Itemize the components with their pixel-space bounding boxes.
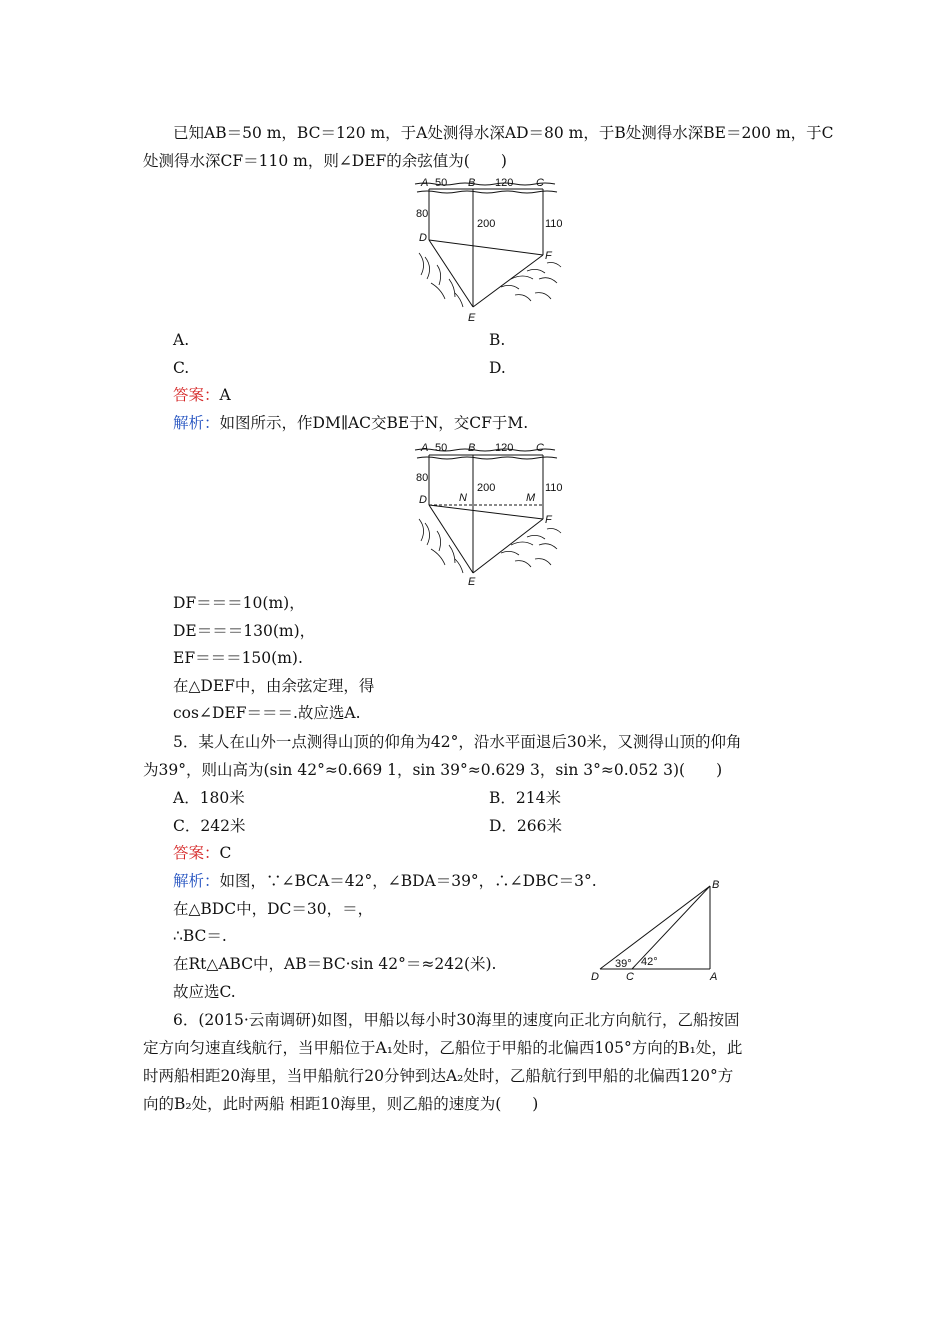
label-n: N (459, 492, 467, 504)
p4-analysis (173, 413, 528, 433)
p5-line-1: 5．某人在山外一点测得山顶的仰角为42°，沿水平面退后30米，又测得山顶的仰角 (173, 733, 742, 751)
p4-step-5: cos∠DEF＝＝＝.故应选A. (173, 704, 361, 722)
p5-step-1: 在△BDC中，DC＝30，＝， (173, 900, 374, 918)
p4-step-4: 在△DEF中，由余弦定理，得 (173, 677, 375, 695)
p5-analysis (173, 871, 597, 891)
answer-label: 答案： (173, 844, 220, 862)
p5-option-c: C．242米 (173, 817, 246, 835)
p6-line-4: 向的B₂处，此时两船 相距10海里，则乙船的速度为( ) (143, 1095, 539, 1113)
p4-answer (173, 385, 231, 405)
p6-line-2: 定方向匀速直线航行，当甲船位于A₁处时，乙船位于甲船的北偏西105°方向的B₁处，此 (143, 1039, 743, 1057)
p4-option-a: A. (173, 331, 190, 349)
analysis-text: 如图所示，作DM∥AC交BE于N，交CF于M. (219, 414, 529, 432)
label-c: C (536, 177, 544, 189)
answer-value: C (219, 844, 232, 862)
p4-line-1: 已知AB＝50 m，BC＝120 m，于A处测得水深AD＝80 m，于B处测得水深BE＝200 m，于C (173, 124, 834, 142)
label-bc-2: 120 (495, 442, 514, 454)
answer-value: A (219, 386, 231, 404)
label-e-2: E (468, 576, 476, 588)
label-a-2: A (421, 442, 429, 454)
label-e: E (468, 312, 476, 324)
label-ad: 80 (416, 208, 429, 220)
tri-angle-42: 42° (641, 956, 658, 968)
p5-option-b: B．214米 (489, 789, 561, 807)
p5-step-3: 在Rt△ABC中，AB＝BC·sin 42°＝≈242(米). (173, 955, 497, 973)
figure-water-depth-1 (415, 175, 570, 325)
label-b: B (468, 177, 476, 189)
p4-option-d: D. (489, 359, 506, 377)
tri-label-d: D (591, 971, 599, 983)
label-m: M (526, 492, 536, 504)
figure-mountain-triangle (588, 876, 733, 984)
label-cf: 110 (545, 218, 563, 230)
label-ad-2: 80 (416, 472, 429, 484)
label-a: A (421, 177, 429, 189)
label-c-2: C (536, 442, 544, 454)
p5-step-2: ∴BC＝. (173, 927, 227, 945)
figure-water-depth-2 (415, 437, 570, 587)
p4-line-2: 处测得水深CF＝110 m，则∠DEF的余弦值为( ) (143, 152, 507, 170)
p5-answer (173, 843, 231, 863)
edge-de (429, 240, 473, 307)
label-f-2: F (545, 514, 552, 526)
tri-label-c: C (626, 971, 634, 983)
analysis-label: 解析： (173, 872, 220, 890)
p5-option-a: A．180米 (173, 789, 245, 807)
p4-step-3: EF＝＝＝150(m). (173, 649, 303, 667)
label-bc: 120 (495, 177, 514, 189)
label-f: F (545, 250, 552, 262)
label-ab: 50 (435, 177, 448, 189)
edge-ef (473, 255, 543, 307)
p4-step-2: DE＝＝＝130(m)， (173, 622, 316, 640)
surface-line-bottom (417, 191, 557, 193)
tri-label-a: A (710, 971, 718, 983)
p5-line-2: 为39°，则山高为(sin 42°≈0.669 1，sin 39°≈0.629 3，sin 3°≈0.052 3)( ) (143, 761, 723, 779)
tri-angle-39: 39° (615, 958, 632, 970)
label-ab-2: 50 (435, 442, 448, 454)
answer-label: 答案： (173, 386, 220, 404)
p6-line-1: 6．(2015·云南调研)如图，甲船以每小时30海里的速度向正北方向航行，乙船按固 (173, 1011, 740, 1029)
label-d-2: D (419, 494, 427, 506)
analysis-text: 如图，∵∠BCA＝42°，∠BDA＝39°，∴∠DBC＝3°. (219, 872, 597, 890)
analysis-label: 解析： (173, 414, 220, 432)
label-be: 200 (477, 218, 496, 230)
p4-step-1: DF＝＝＝10(m)， (173, 594, 305, 612)
p5-option-d: D．266米 (489, 817, 563, 835)
label-d: D (419, 232, 427, 244)
p6-line-3: 时两船相距20海里，当甲船航行20分钟到达A₂处时，乙船航行到甲船的北偏西120°方 (143, 1067, 734, 1085)
p5-step-4: 故应选C. (173, 983, 236, 1001)
edge-df (429, 240, 543, 255)
p4-option-b: B. (489, 331, 506, 349)
label-cf-2: 110 (545, 482, 563, 494)
p4-option-c: C. (173, 359, 190, 377)
label-b-2: B (468, 442, 476, 454)
label-be-2: 200 (477, 482, 496, 494)
tri-label-b: B (712, 879, 720, 891)
